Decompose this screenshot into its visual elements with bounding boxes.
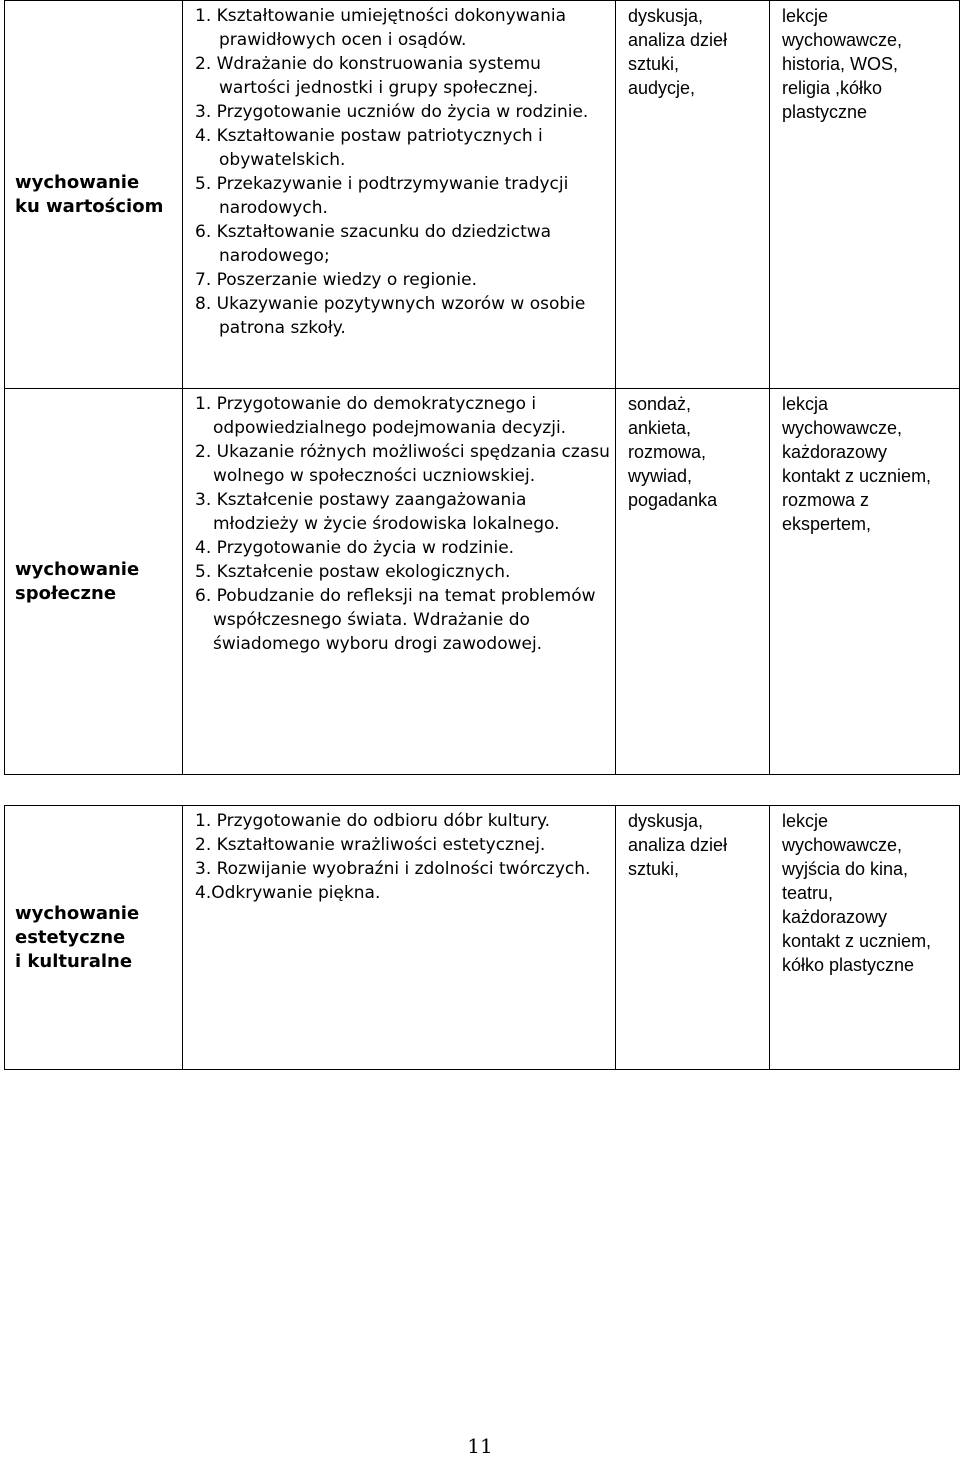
forms-cell: lekcje wychowawcze, wyjścia do kina, teatru, każdorazowy kontakt z uczniem, kółko plastyczne xyxy=(770,806,960,1070)
table-row xyxy=(5,1,960,389)
list-item: 5. Przekazywanie i podtrzymywanie tradycji narodowych. xyxy=(195,174,569,218)
methods-cell: sondaż, ankieta, rozmowa, wywiad, pogadanka xyxy=(616,389,770,775)
list-item: 7. Poszerzanie wiedzy o regionie. xyxy=(195,270,478,290)
list-item: 4.Odkrywanie piękna. xyxy=(195,883,381,903)
table-row xyxy=(5,806,960,1070)
goals-list xyxy=(183,806,615,905)
list-item: 3. Kształcenie postawy zaangażowania młodzieży w życie środowiska lokalnego. xyxy=(195,490,560,534)
list-item: 1. Kształtowanie umiejętności dokonywania prawidłowych ocen i osądów. xyxy=(195,6,566,50)
forms-cell: lekcje wychowawcze, historia, WOS, religia ,kółko plastyczne xyxy=(770,1,960,389)
list-item: 4. Kształtowanie postaw patriotycznych i obywatelskich. xyxy=(195,126,543,170)
list-item: 2. Wdrażanie do konstruowania systemu wartości jednostki i grupy społecznej. xyxy=(195,54,541,98)
list-item: 6. Kształtowanie szacunku do dziedzictwa narodowego; xyxy=(195,222,552,266)
table-row xyxy=(5,389,960,775)
list-item: 4. Przygotowanie do życia w rodzinie. xyxy=(195,538,515,558)
list-item: 8. Ukazywanie pozytywnych wzorów w osobie patrona szkoły. xyxy=(195,294,586,338)
forms-cell: lekcja wychowawcze, każdorazowy kontakt z uczniem, rozmowa z ekspertem, xyxy=(770,389,960,775)
page-number: 11 xyxy=(467,1434,493,1458)
goals-cell xyxy=(183,389,616,775)
methods-cell: dyskusja, analiza dzieł sztuki, xyxy=(616,806,770,1070)
goals-list xyxy=(183,1,615,340)
goals-cell xyxy=(183,806,616,1070)
list-item: 2. Kształtowanie wrażliwości estetycznej. xyxy=(195,835,546,855)
list-item: 2. Ukazanie różnych możliwości spędzania czasu wolnego w społeczności uczniowskiej. xyxy=(195,442,610,486)
methods-cell: dyskusja, analiza dzieł sztuki, audycje, xyxy=(616,1,770,389)
goals-list xyxy=(183,389,615,656)
category-cell: wychowanie społeczne xyxy=(5,389,183,775)
education-plan-table xyxy=(4,0,960,1070)
list-item: 1. Przygotowanie do odbioru dóbr kultury. xyxy=(195,811,551,831)
list-item: 3. Przygotowanie uczniów do życia w rodzinie. xyxy=(195,102,589,122)
list-item: 6. Pobudzanie do refleksji na temat problemów współczesnego świata. Wdrażanie do świadomego wyboru drogi zawodowej. xyxy=(195,586,596,654)
table-gap xyxy=(5,775,960,806)
goals-cell xyxy=(183,1,616,389)
category-cell: wychowanie estetyczne i kulturalne xyxy=(5,806,183,1070)
list-item: 5. Kształcenie postaw ekologicznych. xyxy=(195,562,511,582)
list-item: 3. Rozwijanie wyobraźni i zdolności twórczych. xyxy=(195,859,591,879)
category-cell: wychowanie ku wartościom xyxy=(5,1,183,389)
list-item: 1. Przygotowanie do demokratycznego i odpowiedzialnego podejmowania decyzji. xyxy=(195,394,567,438)
